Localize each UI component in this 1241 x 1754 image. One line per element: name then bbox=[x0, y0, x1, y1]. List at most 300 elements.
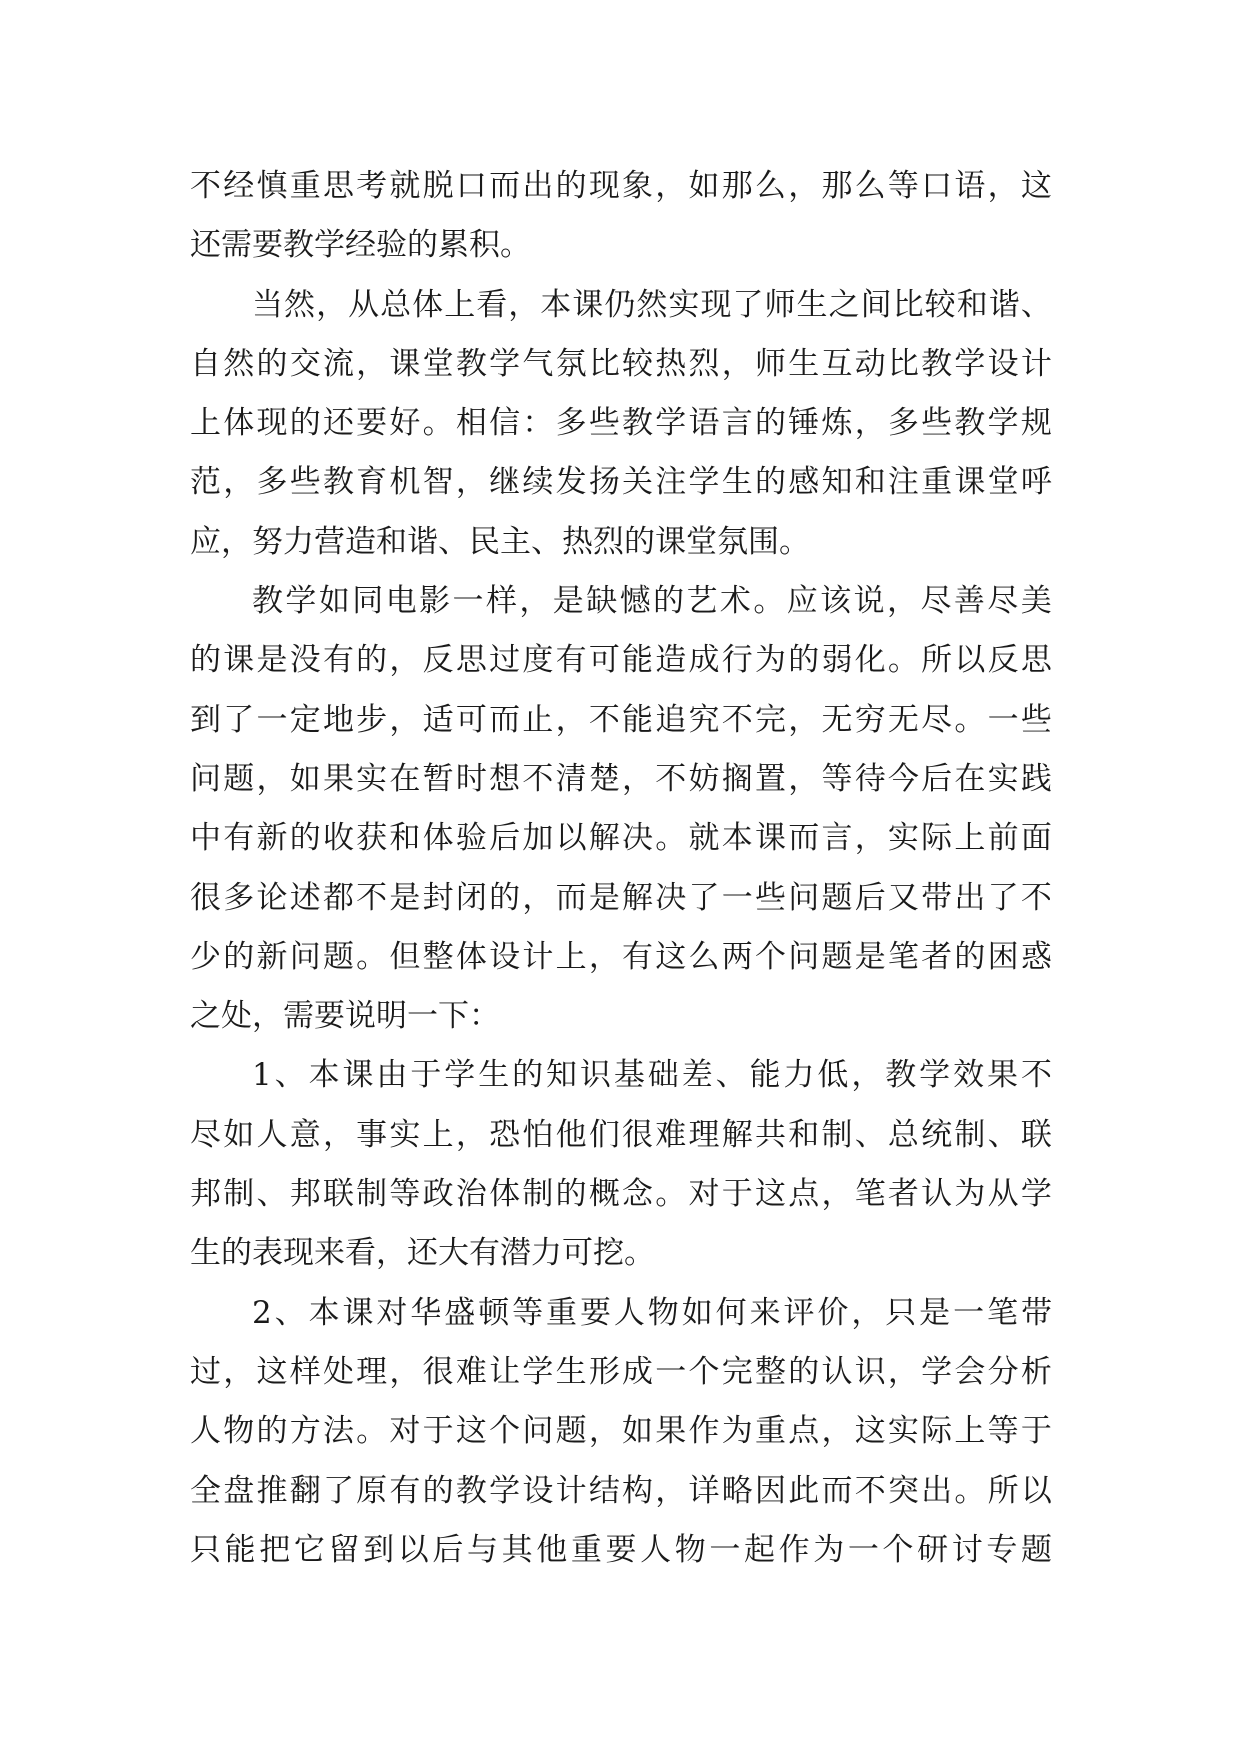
text-char: 制 bbox=[954, 1116, 986, 1153]
text-char: 一 bbox=[721, 879, 753, 916]
text-char: 可 bbox=[588, 642, 620, 679]
text-char: 现 bbox=[700, 286, 732, 323]
text-char: 师 bbox=[764, 286, 796, 323]
text-char: 体 bbox=[223, 405, 255, 442]
text-char: 造 bbox=[655, 642, 687, 679]
text-line bbox=[190, 453, 1052, 512]
text-char: 们 bbox=[588, 1116, 620, 1153]
text-char: 电 bbox=[385, 583, 417, 620]
text-char: 课 bbox=[223, 642, 255, 679]
text-char: 笔 bbox=[987, 1294, 1019, 1331]
text-char: 翻 bbox=[289, 1472, 321, 1509]
text-char: 果 bbox=[987, 1057, 1019, 1094]
text-char: ， bbox=[316, 286, 348, 323]
text-char: 认 bbox=[821, 1353, 853, 1390]
text-char: 不 bbox=[721, 701, 753, 738]
text-char: 影 bbox=[419, 583, 451, 620]
text-char: 等 bbox=[512, 1294, 544, 1331]
text-char: 学 bbox=[489, 345, 521, 382]
text-char: 面 bbox=[1020, 820, 1052, 857]
text-char: 述 bbox=[289, 879, 321, 916]
text-char: 、 bbox=[987, 1116, 1019, 1153]
text-char: 完 bbox=[754, 701, 786, 738]
text-char: 仍 bbox=[604, 286, 636, 323]
text-char: 炼 bbox=[821, 405, 853, 442]
text-char: 以 bbox=[1020, 1472, 1052, 1509]
text-char: 较 bbox=[924, 286, 956, 323]
text-char: 是 bbox=[389, 879, 421, 916]
text-char: ， bbox=[887, 583, 919, 620]
text-char: 的 bbox=[289, 820, 321, 857]
text-char: 评 bbox=[783, 1294, 815, 1331]
text-char: 理 bbox=[356, 1353, 388, 1390]
text-char: 育 bbox=[356, 464, 388, 501]
text-char: 实 bbox=[887, 820, 919, 857]
text-char: ， bbox=[389, 642, 421, 679]
text-char: 收 bbox=[322, 820, 354, 857]
text-line bbox=[190, 1402, 1052, 1461]
text-char: 全 bbox=[190, 1472, 221, 1509]
text-char: 生 bbox=[478, 1057, 510, 1094]
text-line-content: 生的表现来看，还大有潜力可挖。 bbox=[190, 1235, 655, 1272]
text-char: 有 bbox=[223, 820, 255, 857]
text-char: 构 bbox=[622, 1472, 654, 1509]
text-char: 今 bbox=[887, 760, 919, 797]
text-char: 待 bbox=[854, 760, 886, 797]
text-char: 机 bbox=[389, 464, 421, 501]
text-line bbox=[190, 809, 1052, 868]
text-char: 是 bbox=[588, 879, 620, 916]
text-char: 化 bbox=[854, 642, 886, 679]
text-char: 论 bbox=[256, 879, 288, 916]
text-line bbox=[190, 1343, 1052, 1402]
text-char: 而 bbox=[555, 879, 587, 916]
text-char: 该 bbox=[820, 583, 852, 620]
text-char: 经 bbox=[223, 168, 255, 204]
text-char: 烈 bbox=[688, 345, 720, 382]
text-char: 体 bbox=[489, 1176, 521, 1213]
text-char: 尽 bbox=[190, 1116, 221, 1153]
text-char: 重 bbox=[289, 168, 321, 204]
text-char: 教 bbox=[252, 583, 283, 620]
text-char: 学 bbox=[444, 1057, 476, 1094]
text-char: 妨 bbox=[688, 760, 720, 797]
text-char: 基 bbox=[613, 1057, 645, 1094]
text-char: 作 bbox=[778, 1531, 810, 1568]
text-line-content: 还需要教学经验的累积。 bbox=[190, 227, 531, 264]
text-char: 的 bbox=[356, 642, 388, 679]
text-char: 法 bbox=[322, 1413, 354, 1450]
text-char: 由 bbox=[376, 1057, 408, 1094]
text-char: 的 bbox=[289, 405, 321, 442]
text-char: 无 bbox=[821, 701, 853, 738]
text-char: 人 bbox=[640, 1531, 672, 1568]
text-char: 的 bbox=[422, 1472, 454, 1509]
text-char: 他 bbox=[536, 1531, 568, 1568]
text-char: 注 bbox=[655, 464, 687, 501]
text-char: 以 bbox=[555, 820, 587, 857]
text-char: 穷 bbox=[854, 701, 886, 738]
text-char: 重 bbox=[546, 1294, 578, 1331]
text-char: 清 bbox=[555, 760, 587, 797]
text-char: 获 bbox=[356, 820, 388, 857]
text-char: ， bbox=[588, 1413, 620, 1450]
text-char: 略 bbox=[721, 1472, 753, 1509]
text-line bbox=[190, 691, 1052, 750]
text-char: 此 bbox=[788, 1472, 820, 1509]
text-char: 同 bbox=[352, 583, 384, 620]
text-char: 顿 bbox=[478, 1294, 510, 1331]
text-char: 后 bbox=[921, 760, 953, 797]
text-char: 些 bbox=[754, 879, 786, 916]
text-char: 。 bbox=[655, 1176, 687, 1213]
text-char: 和 bbox=[956, 286, 988, 323]
text-char: 不 bbox=[1020, 879, 1052, 916]
text-char: 、 bbox=[274, 1057, 306, 1094]
text-char: 生 bbox=[721, 464, 753, 501]
text-char: 思 bbox=[455, 642, 487, 679]
text-char: 效 bbox=[953, 1057, 985, 1094]
text-char: 这 bbox=[754, 1176, 786, 1213]
text-char: 怕 bbox=[522, 1116, 554, 1153]
text-char: 解 bbox=[622, 879, 654, 916]
text-char: 重 bbox=[570, 1531, 602, 1568]
text-char: 师 bbox=[754, 345, 786, 382]
text-char: 实 bbox=[987, 760, 1019, 797]
text-char: 本 bbox=[721, 820, 753, 857]
text-char: 间 bbox=[860, 286, 892, 323]
text-char: 。 bbox=[887, 642, 919, 679]
text-char: 知 bbox=[546, 1057, 578, 1094]
text-char: 后 bbox=[854, 879, 886, 916]
text-char: 感 bbox=[788, 464, 820, 501]
text-char: 题 bbox=[223, 760, 255, 797]
text-char: 善 bbox=[953, 583, 985, 620]
text-char: 让 bbox=[489, 1353, 521, 1390]
text-char: 为 bbox=[813, 1531, 845, 1568]
text-char: 缺 bbox=[586, 583, 618, 620]
text-char: 概 bbox=[588, 1176, 620, 1213]
text-char: 尽 bbox=[920, 583, 952, 620]
text-char: 个 bbox=[688, 1353, 720, 1390]
text-char: 出 bbox=[522, 168, 554, 204]
text-char: 知 bbox=[821, 464, 853, 501]
text-char: 然 bbox=[223, 345, 255, 382]
text-char: 统 bbox=[921, 1116, 953, 1153]
text-char: 有 bbox=[322, 642, 354, 679]
text-char: 如 bbox=[289, 760, 321, 797]
text-char: 艺 bbox=[686, 583, 718, 620]
text-char: 一 bbox=[452, 583, 484, 620]
text-char: 谐 bbox=[988, 286, 1020, 323]
text-char: 比 bbox=[588, 345, 620, 382]
text-char: ， bbox=[519, 583, 551, 620]
text-char: 学 bbox=[987, 405, 1019, 442]
text-char: 楚 bbox=[588, 760, 620, 797]
text-char: 整 bbox=[754, 1353, 786, 1390]
text-line bbox=[190, 1224, 1052, 1283]
text-char: 如 bbox=[681, 1294, 713, 1331]
text-char: 置 bbox=[754, 760, 786, 797]
text-char: 的 bbox=[223, 938, 255, 975]
text-char: 比 bbox=[887, 345, 919, 382]
text-char: 如 bbox=[318, 583, 350, 620]
text-line bbox=[190, 1165, 1052, 1224]
text-char: 一 bbox=[847, 1531, 879, 1568]
text-char: ， bbox=[788, 168, 820, 204]
text-char: 口 bbox=[455, 168, 487, 204]
text-char: 突 bbox=[887, 1472, 919, 1509]
text-char: 中 bbox=[190, 820, 221, 857]
text-char: 信 bbox=[489, 405, 521, 442]
text-char: 题 bbox=[821, 938, 853, 975]
text-char: 比 bbox=[892, 286, 924, 323]
text-char: 能 bbox=[749, 1057, 781, 1094]
text-char: 在 bbox=[954, 760, 986, 797]
text-char: 考 bbox=[356, 168, 388, 204]
text-char: 等 bbox=[389, 1176, 421, 1213]
text-char: 后 bbox=[489, 820, 521, 857]
text-char: 。 bbox=[356, 1413, 388, 1450]
text-char: 的 bbox=[788, 1353, 820, 1390]
text-char: 课 bbox=[389, 345, 421, 382]
text-line bbox=[190, 1106, 1052, 1165]
text-char: 认 bbox=[921, 1176, 953, 1213]
text-char: 学 bbox=[285, 583, 317, 620]
text-char: 力 bbox=[783, 1057, 815, 1094]
text-char: 要 bbox=[605, 1531, 637, 1568]
text-char: ， bbox=[887, 1353, 919, 1390]
text-char: 些 bbox=[289, 464, 321, 501]
text-char: 生 bbox=[796, 286, 828, 323]
text-char: 这 bbox=[256, 1353, 288, 1390]
text-char: ， bbox=[788, 760, 820, 797]
text-char: 、 bbox=[274, 1294, 306, 1331]
text-char: 低 bbox=[817, 1057, 849, 1094]
text-char: 学 bbox=[954, 345, 986, 382]
text-char: 解 bbox=[588, 820, 620, 857]
text-char: 来 bbox=[749, 1294, 781, 1331]
text-char: ， bbox=[821, 1176, 853, 1213]
text-char: 问 bbox=[190, 760, 221, 797]
text-char: 的 bbox=[256, 1413, 288, 1450]
text-char: ， bbox=[588, 938, 620, 975]
text-char: 识 bbox=[854, 1353, 886, 1390]
text-char: 笔 bbox=[887, 938, 919, 975]
text-char: 现 bbox=[256, 405, 288, 442]
text-char: 等 bbox=[821, 760, 853, 797]
text-char: 决 bbox=[655, 879, 687, 916]
text-char: 前 bbox=[987, 820, 1019, 857]
text-char: 样 bbox=[289, 1353, 321, 1390]
text-char: ， bbox=[455, 1116, 487, 1153]
text-char: 何 bbox=[715, 1294, 747, 1331]
text-char: 尽 bbox=[987, 583, 1019, 620]
text-char: 、 bbox=[1020, 286, 1052, 323]
text-char: 于 bbox=[422, 1413, 454, 1450]
text-char: 果 bbox=[655, 1413, 687, 1450]
text-char: 续 bbox=[522, 464, 554, 501]
text-char: 能 bbox=[224, 1531, 256, 1568]
text-char: 上 bbox=[190, 405, 221, 442]
text-char: 教 bbox=[885, 1057, 917, 1094]
text-char: 为 bbox=[754, 642, 786, 679]
text-char: 一 bbox=[987, 701, 1019, 738]
text-line bbox=[190, 987, 1052, 1046]
text-char: 样 bbox=[485, 583, 517, 620]
text-char: 人 bbox=[190, 1413, 221, 1450]
text-line bbox=[190, 394, 1052, 453]
text-char: 动 bbox=[854, 345, 886, 382]
text-char: ， bbox=[455, 464, 487, 501]
text-char: 理 bbox=[688, 1116, 720, 1153]
text-char: 体 bbox=[422, 820, 454, 857]
text-char: ， bbox=[987, 168, 1019, 204]
text-char: 锤 bbox=[788, 405, 820, 442]
text-char: 搁 bbox=[721, 760, 753, 797]
text-char: 说 bbox=[853, 583, 885, 620]
text-char: 物 bbox=[647, 1294, 679, 1331]
text-char: 这 bbox=[455, 1413, 487, 1450]
text-char: 较 bbox=[622, 345, 654, 382]
text-char: 点 bbox=[788, 1413, 820, 1450]
text-line bbox=[190, 335, 1052, 394]
text-char: 计 bbox=[555, 1472, 587, 1509]
text-char: 整 bbox=[422, 938, 454, 975]
text-char: 步 bbox=[356, 701, 388, 738]
text-char: 反 bbox=[422, 642, 454, 679]
text-char: 留 bbox=[328, 1531, 360, 1568]
text-char: 际 bbox=[921, 1413, 953, 1450]
text-char: 2 bbox=[252, 1294, 272, 1331]
text-char: 后 bbox=[432, 1531, 464, 1568]
text-char: ， bbox=[522, 879, 554, 916]
text-char: 等 bbox=[987, 1413, 1019, 1450]
text-char: 不 bbox=[655, 760, 687, 797]
text-char: 可 bbox=[455, 701, 487, 738]
text-char: 制 bbox=[821, 1116, 853, 1153]
text-char: 应 bbox=[786, 583, 818, 620]
text-char: 带 bbox=[921, 879, 953, 916]
text-char: 际 bbox=[921, 820, 953, 857]
text-char: 不 bbox=[854, 1472, 886, 1509]
text-char: 看 bbox=[476, 286, 508, 323]
text-char: 度 bbox=[522, 642, 554, 679]
text-char: 与 bbox=[467, 1531, 498, 1568]
text-char: 学 bbox=[489, 1472, 521, 1509]
text-char: 适 bbox=[422, 701, 454, 738]
text-char: 相 bbox=[455, 405, 487, 442]
text-char: 邦 bbox=[289, 1176, 321, 1213]
text-char: 其 bbox=[501, 1531, 533, 1568]
text-char: 联 bbox=[1020, 1116, 1052, 1153]
text-char: 定 bbox=[289, 701, 321, 738]
text-char: 堂 bbox=[987, 464, 1019, 501]
text-line bbox=[190, 216, 1052, 275]
text-char: 人 bbox=[613, 1294, 645, 1331]
text-char: 题 bbox=[1021, 1531, 1052, 1568]
text-char: 口 bbox=[921, 168, 953, 204]
text-char: 慎 bbox=[256, 168, 288, 204]
text-char: ， bbox=[655, 168, 687, 204]
text-char: ， bbox=[821, 1413, 853, 1450]
text-char: 气 bbox=[522, 345, 554, 382]
text-char: 象 bbox=[622, 168, 654, 204]
text-char: 的 bbox=[954, 938, 986, 975]
text-char: 计 bbox=[1020, 345, 1052, 382]
text-char: 以 bbox=[397, 1531, 429, 1568]
text-char: 很 bbox=[422, 1353, 454, 1390]
text-char: 出 bbox=[921, 1472, 953, 1509]
text-char: 要 bbox=[579, 1294, 611, 1331]
text-char: 地 bbox=[322, 701, 354, 738]
text-char: 邦 bbox=[190, 1176, 221, 1213]
text-char: 止 bbox=[522, 701, 554, 738]
text-char: 题 bbox=[555, 1413, 587, 1450]
text-char: 作 bbox=[688, 1413, 720, 1450]
text-char: 价 bbox=[817, 1294, 849, 1331]
text-char: 多 bbox=[887, 405, 919, 442]
text-char: 继 bbox=[489, 464, 521, 501]
text-char: 教 bbox=[954, 405, 986, 442]
text-char: 实 bbox=[389, 1116, 421, 1153]
text-char: 因 bbox=[754, 1472, 786, 1509]
text-char: ， bbox=[622, 760, 654, 797]
text-char: 个 bbox=[754, 938, 786, 975]
text-char: 憾 bbox=[619, 583, 651, 620]
text-char: ， bbox=[721, 345, 753, 382]
text-char: 了 bbox=[987, 879, 1019, 916]
text-char: 么 bbox=[754, 168, 786, 204]
text-char: 总 bbox=[380, 286, 412, 323]
text-char: 验 bbox=[455, 820, 487, 857]
text-line bbox=[190, 1284, 1052, 1343]
text-char: 只 bbox=[190, 1531, 221, 1568]
text-char: 问 bbox=[788, 938, 820, 975]
text-char: 华 bbox=[410, 1294, 442, 1331]
text-char: 形 bbox=[588, 1353, 620, 1390]
text-char: 学 bbox=[522, 1353, 554, 1390]
text-line-content: 之处，需要说明一下： bbox=[190, 998, 500, 1035]
text-char: 者 bbox=[921, 938, 953, 975]
text-char: 。 bbox=[753, 583, 785, 620]
text-char: 结 bbox=[588, 1472, 620, 1509]
text-char: 1 bbox=[252, 1057, 272, 1094]
text-char: 的 bbox=[555, 168, 587, 204]
text-char: 氛 bbox=[555, 345, 587, 382]
text-char: 是 bbox=[552, 583, 584, 620]
text-char: 设 bbox=[987, 345, 1019, 382]
text-char: 新 bbox=[256, 938, 288, 975]
text-char: 然 bbox=[636, 286, 668, 323]
text-char: 为 bbox=[954, 1176, 986, 1213]
text-char: 解 bbox=[721, 1116, 753, 1153]
text-char: 重 bbox=[921, 464, 953, 501]
text-char: 联 bbox=[322, 1176, 354, 1213]
text-char: 上 bbox=[555, 938, 587, 975]
text-char: 课 bbox=[954, 464, 986, 501]
text-char: 思 bbox=[322, 168, 354, 204]
text-char: ， bbox=[788, 701, 820, 738]
text-char: 些 bbox=[1020, 701, 1052, 738]
text-char: 堂 bbox=[422, 345, 454, 382]
text-char: 言 bbox=[721, 405, 753, 442]
text-char: 脱 bbox=[422, 168, 454, 204]
text-char: 两 bbox=[721, 938, 753, 975]
text-line bbox=[190, 1521, 1052, 1580]
text-char: 互 bbox=[821, 345, 853, 382]
text-char: 物 bbox=[223, 1413, 255, 1450]
